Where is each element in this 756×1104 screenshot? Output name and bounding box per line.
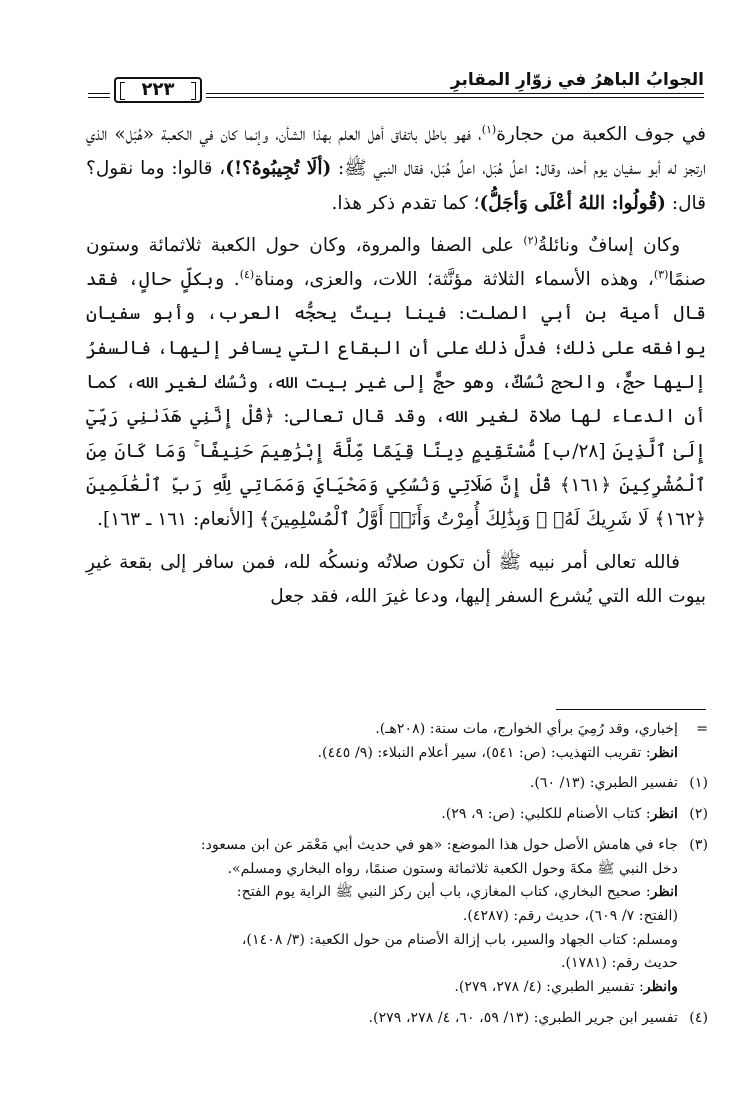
- header-rule: [88, 93, 110, 94]
- quran-verse: مُّسْتَقِيمٍ دِينًا قِيَمًا مِّلَّةَ إِبْرَٰهِيمَ حَنِيفًا ۚ وَمَا كَانَ مِنَ ٱلْمُشْرِكِينَ ﴿١٦١﴾ قُلْ إِنَّ صَلَاتِي وَنُسُكِي وَمَحْيَايَ وَمَمَاتِي لِلَّهِ رَبِّ ٱلْعَٰلَمِينَ ﴿١٦٢﴾ لَا شَرِيكَ لَهُۥ ۖ وَبِذَٰلِكَ أُمِرْتُ وَأَنَا۠ أَوَّلُ ٱلْمُسْلِمِينَ﴾: [86, 440, 706, 531]
- manuscript-folio-mark: [٢٨/ب]: [536, 440, 613, 462]
- footnote-text: تفسير ابن جرير الطبري: (١٣/ ٥٩، ٦٠، ٤/ ٢٧٨، ٢٧٩).: [368, 1009, 678, 1026]
- page-number: ٢٢٣: [114, 77, 202, 103]
- footnote-3: [86, 834, 708, 858]
- footnote-text: دخل النبي ﷺ مكةَ وحول الكعبة ثلاثمائة وستون صنمًا، رواه البخاري ومسلم».: [227, 860, 678, 877]
- footnote-text: إخباري، وقد رُمِيَ برأي الخوارج، مات سنة: (٢٠٨هـ).: [375, 721, 678, 737]
- footnote-line: [86, 929, 708, 953]
- footnote-text: : تفسير الطبري: (٤/ ٢٧٨، ٢٧٩).: [454, 979, 644, 996]
- footnote-line: [86, 881, 708, 905]
- footnote-text: : تقريب التهذيب: (ص: ٥٤١)، سير أعلام النبلاء: (٩/ ٤٤٥).: [317, 744, 651, 761]
- text-run: ، وهذه الأسماء الثلاثة مؤنَّثة؛ اللات، والعزى، ومناة: [254, 269, 654, 291]
- continuation-mark: =: [696, 721, 708, 737]
- footnote-label: وانظر: [643, 979, 678, 996]
- footnote-number: (٣): [689, 836, 708, 853]
- footnote-line: [86, 742, 708, 766]
- paragraph: [86, 229, 706, 538]
- footnote-4: [86, 1007, 708, 1031]
- footnote-number: (٢): [689, 806, 708, 823]
- text-run: ، فهو باطل باتفاق أهل العلم بهذا الشأن، وإنما كان في الكعبة «هُبَل» الذي ارتجز له أبو سفيان يوم أحد، وقال: اعلُ هُبَل، اعلُ هُبَل، فقال النبي ﷺ:: [86, 124, 706, 180]
- footnote-text: جاء في هامش الأصل حول هذا الموضع: «هو في حديث أبي مَعْمَر عن ابن مسعود:: [200, 836, 678, 853]
- footnote-text: تفسير الطبري: (١٣/ ٦٠).: [529, 775, 678, 792]
- footnote-1: [86, 772, 708, 796]
- quran-verse: ﴿قُلْ إِنَّنِي هَدَىٰنِي رَبِّيٓ إِلَىٰ ٱلَّذِينَ: [86, 406, 706, 462]
- header-rule: [206, 97, 704, 98]
- text-run: . وبكلٍّ حالٍ، فقد قال أمية بن أبي الصلت: فينا بيتٌ يحجُّه العرب، وأبو سفيان يوافقه على ذلك؛ فدلَّ ذلك على أن البقاع التي يسافر إليها، فالسفرُ إليها حجٌّ، والحج نُسُكٌ، وهو حجٌّ إلى غير بيت الله، ونُسُك لغير الله، كما أن الدعاء لها صلاة لغير الله، وقد قال تعالى:: [86, 269, 706, 428]
- footnote-ref[interactable]: (٤): [239, 268, 255, 282]
- footnote-ref[interactable]: (١): [481, 122, 497, 136]
- footnote-label: انظر: [650, 806, 678, 823]
- footnote-text: : كتاب الأصنام للكلبي: (ص: ٩، ٢٩).: [441, 806, 651, 823]
- footnote-ref[interactable]: (٣): [653, 268, 669, 282]
- text-run: على الصفا والمروة، وكان حول الكعبة ثلاثمائة وستون صنمًا: [86, 234, 706, 291]
- footnote-line: [86, 858, 708, 882]
- text-run: ، قالوا: وما نقول؟ قال:: [86, 158, 706, 214]
- hadith-quote: (ألَا تُجِيبُوهُ؟!): [225, 158, 332, 180]
- running-header: [88, 64, 704, 104]
- footnote-line: [86, 905, 708, 929]
- footnote-line: [86, 976, 708, 1000]
- hadith-quote: (قُولُوا: اللهُ أعْلَى وَأجَلُّ): [479, 192, 666, 214]
- footnotes: [86, 718, 708, 1030]
- footnote-text: (الفتح: ٧/ ٦٠٩)، حديث رقم: (٤٢٨٧).: [462, 907, 678, 924]
- footnote-separator: [556, 709, 706, 710]
- verse-reference: [الأنعام: ١٦١ ـ ١٦٣].: [97, 509, 260, 531]
- footnote-2: [86, 803, 708, 827]
- text-run: ؛ كما تقدم ذكر هذا.: [331, 192, 480, 214]
- text-run: في جوف الكعبة من حجارة: [496, 124, 706, 145]
- paragraph: [86, 118, 706, 221]
- footnote-line: [86, 952, 708, 976]
- main-text: [86, 118, 706, 614]
- text-run: وكان إسافٌ ونائلةُ: [537, 234, 681, 256]
- header-rule: [88, 97, 110, 98]
- paragraph: فالله تعالى أمر نبيه ﷺ أن تكون صلاتُه ونسكُه لله، فمن سافر إلى بقعة غيرِ بيوت الله التي يُشرع السفر إليها، ودعا غيرَ الله، فقد جعل: [86, 551, 706, 607]
- footnote-text: حديث رقم: (١٧٨١).: [560, 955, 678, 972]
- footnote-line: [86, 718, 708, 742]
- book-title: الجوابُ الباهرُ في زوّارِ المقابرِ: [450, 70, 704, 90]
- footnote-label: انظر: [650, 884, 678, 901]
- footnote-label: انظر: [650, 744, 678, 761]
- footnote-number: (٤): [689, 1009, 708, 1026]
- footnote-number: (١): [689, 775, 708, 792]
- header-rule: [206, 93, 704, 94]
- footnote-ref[interactable]: (٢): [523, 233, 538, 247]
- footnote-text: ومسلم: كتاب الجهاد والسير، باب إزالة الأصنام من حول الكعبة: (٣/ ١٤٠٨)،: [241, 931, 678, 948]
- footnote-text: : صحيح البخاري، كتاب المغازي، باب أين ركز النبي ﷺ الراية يوم الفتح:: [236, 884, 651, 901]
